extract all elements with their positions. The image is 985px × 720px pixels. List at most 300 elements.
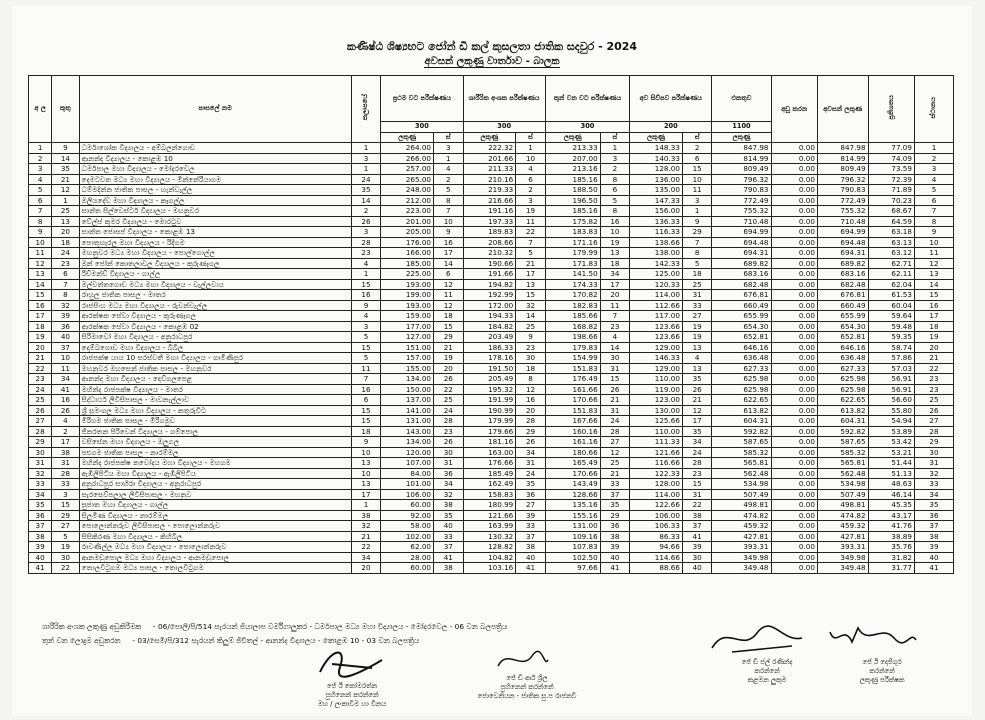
cell-no: 23 — [29, 374, 52, 385]
cell-r1: 137.00 — [381, 395, 434, 406]
cell-final: 585.32 — [817, 447, 868, 458]
cell-p2: 41 — [516, 563, 546, 574]
cell-team: 37 — [52, 342, 79, 353]
cell-r1: 177.00 — [381, 321, 434, 332]
cell-total: 654.30 — [712, 321, 771, 332]
cell-rank: 23 — [914, 374, 953, 385]
cell-school: ධර්මපාල මහා විද්‍යාලය - මෝදරවෙල — [79, 164, 351, 175]
cell-ded: 0.00 — [771, 143, 817, 154]
table-row — [29, 279, 954, 290]
cell-r2: 184.82 — [463, 321, 516, 332]
cell-r3: 167.66 — [545, 416, 600, 427]
table-row — [29, 174, 954, 185]
cell-p1: 20 — [434, 363, 464, 374]
cell-r2: 191.16 — [463, 206, 516, 217]
col-team-header: කුතු — [52, 76, 79, 143]
cell-r3: 185.16 — [545, 174, 600, 185]
cell-p4: 41 — [682, 531, 712, 542]
cell-p3: 37 — [600, 489, 630, 500]
cell-r3: 176.49 — [545, 374, 600, 385]
cell-final: 847.98 — [817, 143, 868, 154]
max-round4: 200 — [630, 122, 712, 133]
cell-ded: 0.00 — [771, 290, 817, 301]
cell-team: 6 — [52, 269, 79, 280]
cell-final: 636.48 — [817, 353, 868, 364]
cell-no: 35 — [29, 500, 52, 511]
cell-no: 20 — [29, 342, 52, 353]
cell-no: 21 — [29, 353, 52, 364]
cell-p3: 19 — [600, 237, 630, 248]
cell-total: 625.98 — [712, 374, 771, 385]
cell-total: 847.98 — [712, 143, 771, 154]
cell-ded: 0.00 — [771, 237, 817, 248]
cell-r3: 141.50 — [545, 269, 600, 280]
cell-pct: 53.89 — [868, 426, 914, 437]
cell-p1: 40 — [434, 521, 464, 532]
cell-ded: 0.00 — [771, 174, 817, 185]
cell-school: ජිනරතන පිරිවෙන් විද්‍යාලය - ගම්පොල — [79, 426, 351, 437]
cell-p2: 22 — [516, 227, 546, 238]
cell-rank: 9 — [914, 227, 953, 238]
cell-rank: 12 — [914, 258, 953, 269]
cell-r2: 189.83 — [463, 227, 516, 238]
cell-pct: 57.03 — [868, 363, 914, 374]
table-row — [29, 510, 954, 521]
cell-div: 34 — [351, 552, 381, 563]
cell-p1: 6 — [434, 269, 464, 280]
cell-r4: 128.00 — [630, 479, 683, 490]
cell-div: 32 — [351, 521, 381, 532]
cell-div: 1 — [351, 269, 381, 280]
cell-final: 349.98 — [817, 552, 868, 563]
cell-r1: 134.00 — [381, 374, 434, 385]
col-percent-header: ප්‍රතිශතය — [868, 76, 914, 143]
cell-p1: 31 — [434, 458, 464, 469]
cell-p3: 16 — [600, 216, 630, 227]
cell-r2: 210.16 — [463, 174, 516, 185]
cell-p3: 33 — [600, 479, 630, 490]
cell-p4: 19 — [682, 321, 712, 332]
sub-marks-1: ලකුණු — [381, 132, 434, 143]
cell-div: 6 — [351, 395, 381, 406]
cell-div: 20 — [351, 563, 381, 574]
cell-pct: 73.59 — [868, 164, 914, 175]
cell-r3: 179.83 — [545, 342, 600, 353]
cell-final: 694.31 — [817, 248, 868, 259]
cell-div: 35 — [351, 185, 381, 196]
cell-no: 38 — [29, 531, 52, 542]
cell-final: 683.16 — [817, 269, 868, 280]
cell-team: 2 — [52, 426, 79, 437]
cell-final: 809.49 — [817, 164, 868, 175]
cell-p4: 19 — [682, 332, 712, 343]
cell-p3: 34 — [600, 269, 630, 280]
cell-no: 29 — [29, 437, 52, 448]
cell-ded: 0.00 — [771, 531, 817, 542]
cell-r1: 193.00 — [381, 279, 434, 290]
cell-r3: 161.66 — [545, 384, 600, 395]
cell-p4: 11 — [682, 185, 712, 196]
sub-marks-4: ලකුණු — [630, 132, 683, 143]
cell-school: පොලොන්නරුව ලිවිසිපාසල - පොලොන්නරුව — [79, 521, 351, 532]
cell-p2: 38 — [516, 542, 546, 553]
cell-r3: 183.83 — [545, 227, 600, 238]
cell-p1: 32 — [434, 489, 464, 500]
cell-r2: 186.33 — [463, 342, 516, 353]
cell-ded: 0.00 — [771, 248, 817, 259]
cell-p1: 23 — [434, 426, 464, 437]
cell-r4: 147.33 — [630, 195, 683, 206]
table-row — [29, 164, 954, 175]
cell-school: ආනමඩුපොල මධ්‍ය මහා විද්‍යාලය - ආනමඩුපොල — [79, 552, 351, 563]
cell-r3: 151.83 — [545, 363, 600, 374]
cell-r2: 191.66 — [463, 269, 516, 280]
cell-r1: 225.00 — [381, 269, 434, 280]
cell-pct: 59.48 — [868, 321, 914, 332]
cell-div: 4 — [351, 311, 381, 322]
cell-no: 6 — [29, 195, 52, 206]
cell-ded: 0.00 — [771, 353, 817, 364]
cell-r1: 155.00 — [381, 363, 434, 374]
cell-rank: 4 — [914, 174, 953, 185]
cell-r1: 257.00 — [381, 164, 434, 175]
cell-r4: 112.66 — [630, 300, 683, 311]
cell-r2: 191.50 — [463, 363, 516, 374]
table-row — [29, 458, 954, 469]
cell-final: 507.49 — [817, 489, 868, 500]
cell-r4: 86.33 — [630, 531, 683, 542]
cell-r3: 131.00 — [545, 521, 600, 532]
table-row — [29, 521, 954, 532]
cell-school: තොලවීටුගම මධ්‍ය පාසල - තොලවීටුගම — [79, 563, 351, 574]
cell-no: 27 — [29, 416, 52, 427]
cell-p4: 34 — [682, 437, 712, 448]
cell-r4: 123.66 — [630, 321, 683, 332]
cell-r1: 62.00 — [381, 542, 434, 553]
cell-div: 15 — [351, 405, 381, 416]
cell-school: ආනන්ද විද්‍යාලය - කොළඹ 10 — [79, 153, 351, 164]
cell-school: දෙමටවත මධ්‍ය මහා විද්‍යාලය - මින්නේරියාගම — [79, 174, 351, 185]
cell-ded: 0.00 — [771, 206, 817, 217]
cell-p3: 3 — [600, 153, 630, 164]
cell-p4: 23 — [682, 468, 712, 479]
cell-p2: 4 — [516, 164, 546, 175]
sub-marks-3: ලකුණු — [545, 132, 600, 143]
cell-r2: 163.00 — [463, 447, 516, 458]
sub-marks-2: ලකුණු — [463, 132, 516, 143]
cell-p3: 10 — [600, 227, 630, 238]
cell-r3: 179.99 — [545, 248, 600, 259]
cell-school: ධම්මදින්න ජාතික පාසල - හැන්වැල්ල — [79, 185, 351, 196]
cell-p4: 15 — [682, 164, 712, 175]
cell-team: 9 — [52, 143, 79, 154]
cell-total: 613.82 — [712, 405, 771, 416]
table-row — [29, 185, 954, 196]
cell-ded: 0.00 — [771, 500, 817, 511]
cell-final: 622.65 — [817, 395, 868, 406]
cell-team: 13 — [52, 216, 79, 227]
cell-p1: 28 — [434, 416, 464, 427]
table-row — [29, 300, 954, 311]
cell-p1: 16 — [434, 237, 464, 248]
cell-rank: 11 — [914, 248, 953, 259]
signature-scribble-4 — [822, 618, 922, 658]
cell-r3: 109.16 — [545, 531, 600, 542]
cell-r3: 185.66 — [545, 311, 600, 322]
table-row — [29, 363, 954, 374]
cell-r4: 122.66 — [630, 500, 683, 511]
cell-total: 427.81 — [712, 531, 771, 542]
cell-p4: 21 — [682, 395, 712, 406]
cell-final: 694.99 — [817, 227, 868, 238]
cell-ded: 0.00 — [771, 542, 817, 553]
cell-final: 393.31 — [817, 542, 868, 553]
cell-r1: 131.00 — [381, 416, 434, 427]
cell-r1: 176.00 — [381, 237, 434, 248]
table-row — [29, 216, 954, 227]
cell-p1: 14 — [434, 258, 464, 269]
cell-p2: 14 — [516, 311, 546, 322]
cell-p2: 31 — [516, 458, 546, 469]
cell-total: 814.99 — [712, 153, 771, 164]
cell-rank: 13 — [914, 269, 953, 280]
cell-final: 498.81 — [817, 500, 868, 511]
cell-rank: 32 — [914, 468, 953, 479]
cell-school: දොම්බගොඩ මහා විද්‍යාලය - බිබිල — [79, 342, 351, 353]
cell-no: 9 — [29, 227, 52, 238]
cell-p4: 1 — [682, 206, 712, 217]
cell-r2: 121.66 — [463, 510, 516, 521]
cell-no: 3 — [29, 164, 52, 175]
cell-p3: 23 — [600, 321, 630, 332]
cell-school: සිද්ධාර්ථ ලිවිසිපාසල - මාවනැල්ලාව — [79, 395, 351, 406]
cell-ded: 0.00 — [771, 374, 817, 385]
cell-r3: 107.83 — [545, 542, 600, 553]
cell-team: 5 — [52, 531, 79, 542]
cell-team: 1 — [52, 195, 79, 206]
cell-total: 636.48 — [712, 353, 771, 364]
col-round1-header: ප්‍රථම වට පරීක්ෂණය — [381, 76, 463, 122]
cell-pct: 56.91 — [868, 384, 914, 395]
cell-pct: 63.13 — [868, 237, 914, 248]
cell-p3: 1 — [600, 143, 630, 154]
cell-ded: 0.00 — [771, 258, 817, 269]
cell-school: ආරක්ෂක සේවා විද්‍යාලය - කුරුණෑගල — [79, 311, 351, 322]
cell-final: 565.81 — [817, 458, 868, 469]
cell-p1: 9 — [434, 227, 464, 238]
cell-r3: 170.82 — [545, 290, 600, 301]
cell-div: 15 — [351, 342, 381, 353]
cell-total: 694.48 — [712, 237, 771, 248]
cell-team: 12 — [52, 185, 79, 196]
cell-final: 676.81 — [817, 290, 868, 301]
cell-p1: 41 — [434, 552, 464, 563]
cell-pct: 46.14 — [868, 489, 914, 500]
cell-p3: 24 — [600, 416, 630, 427]
signature-block-4: ජේ ඊ දොජිගුර කරන්නේ ලකුණු පරීක්ෂක — [859, 658, 905, 684]
cell-final: 814.99 — [817, 153, 868, 164]
cell-r3: 151.83 — [545, 405, 600, 416]
cell-school: රාජසිංහ මධ්‍ය මහා විද්‍යාලය - රුවන්වැල්ල — [79, 300, 351, 311]
cell-r1: 193.00 — [381, 300, 434, 311]
cell-p4: 37 — [682, 521, 712, 532]
table-row — [29, 500, 954, 511]
cell-total: 660.49 — [712, 300, 771, 311]
cell-final: 710.48 — [817, 216, 868, 227]
cell-total: 507.49 — [712, 489, 771, 500]
cell-pct: 35.76 — [868, 542, 914, 553]
cell-p1: 36 — [434, 468, 464, 479]
cell-p2: 7 — [516, 237, 546, 248]
cell-rank: 33 — [914, 479, 953, 490]
cell-p4: 28 — [682, 458, 712, 469]
cell-p2: 19 — [516, 206, 546, 217]
cell-team: 36 — [52, 321, 79, 332]
cell-p2: 35 — [516, 479, 546, 490]
cell-r4: 122.33 — [630, 468, 683, 479]
cell-rank: 27 — [914, 416, 953, 427]
cell-r2: 197.33 — [463, 216, 516, 227]
report-title: කණිෂ්ඨ ශිෂ්‍යභට ජෝන් ඩී කල් කුසලතා ජාතික සදවුර - 2024 — [346, 40, 638, 53]
table-row — [29, 290, 954, 301]
cell-total: 592.82 — [712, 426, 771, 437]
cell-no: 12 — [29, 258, 52, 269]
cell-rank: 20 — [914, 342, 953, 353]
cell-r3: 213.16 — [545, 164, 600, 175]
cell-p3: 6 — [600, 185, 630, 196]
cell-r3: 170.66 — [545, 468, 600, 479]
cell-r1: 28.00 — [381, 552, 434, 563]
table-row — [29, 311, 954, 322]
signature-block-2: ජේ ඩී ආර් ශ්‍රීල පුහිනෙන් කරන්නේ ජොවෙනියන - ජාතික සු.ප රාජනවී — [477, 674, 577, 700]
table-row — [29, 384, 954, 395]
cell-r3: 196.50 — [545, 195, 600, 206]
cell-rank: 1 — [914, 143, 953, 154]
cell-total: 534.98 — [712, 479, 771, 490]
cell-team: 23 — [52, 258, 79, 269]
cell-pct: 56.91 — [868, 374, 914, 385]
cell-rank: 40 — [914, 552, 953, 563]
cell-p4: 9 — [682, 216, 712, 227]
sub-place-3: ස් — [600, 132, 630, 143]
cell-team: 29 — [52, 510, 79, 521]
cell-div: 15 — [351, 416, 381, 427]
cell-r1: 248.00 — [381, 185, 434, 196]
cell-ded: 0.00 — [771, 489, 817, 500]
cell-r2: 216.66 — [463, 195, 516, 206]
cell-rank: 6 — [914, 195, 953, 206]
table-row — [29, 468, 954, 479]
cell-p2: 24 — [516, 468, 546, 479]
cell-pct: 72.39 — [868, 174, 914, 185]
cell-r4: 136.00 — [630, 174, 683, 185]
cell-r1: 150.00 — [381, 384, 434, 395]
cell-r4: 106.00 — [630, 510, 683, 521]
cell-total: 393.31 — [712, 542, 771, 553]
max-round2: 300 — [463, 122, 545, 133]
cell-pct: 45.35 — [868, 500, 914, 511]
cell-ded: 0.00 — [771, 405, 817, 416]
cell-r1: 264.00 — [381, 143, 434, 154]
cell-p2: 32 — [516, 300, 546, 311]
cell-r4: 88.66 — [630, 563, 683, 574]
cell-r2: 201.66 — [463, 153, 516, 164]
table-row — [29, 437, 954, 448]
cell-total: 498.81 — [712, 500, 771, 511]
cell-total: 349.98 — [712, 552, 771, 563]
cell-r4: 111.33 — [630, 437, 683, 448]
cell-no: 41 — [29, 563, 52, 574]
cell-r1: 58.00 — [381, 521, 434, 532]
cell-p1: 38 — [434, 500, 464, 511]
cell-ded: 0.00 — [771, 300, 817, 311]
cell-no: 11 — [29, 248, 52, 259]
cell-r3: 213.33 — [545, 143, 600, 154]
cell-total: 652.81 — [712, 332, 771, 343]
cell-total: 655.99 — [712, 311, 771, 322]
cell-p2: 29 — [516, 426, 546, 437]
cell-school: පොතුහැරල මහා විද්‍යාලය - රිදීගම — [79, 237, 351, 248]
cell-p1: 11 — [434, 290, 464, 301]
cell-school: වේල්ස් කුමර විද්‍යාලය - මොරටුව — [79, 216, 351, 227]
cell-ded: 0.00 — [771, 185, 817, 196]
cell-no: 2 — [29, 153, 52, 164]
cell-pct: 68.67 — [868, 206, 914, 217]
cell-team: 34 — [52, 374, 79, 385]
cell-r2: 190.66 — [463, 258, 516, 269]
cell-p4: 35 — [682, 374, 712, 385]
cell-team: 16 — [52, 395, 79, 406]
cell-p3: 8 — [600, 206, 630, 217]
cell-p2: 15 — [516, 290, 546, 301]
cell-pct: 62.11 — [868, 269, 914, 280]
cell-rank: 7 — [914, 206, 953, 217]
cell-school: රාහුල ජාතික පාසල - මාතර — [79, 290, 351, 301]
cell-p1: 30 — [434, 447, 464, 458]
cell-team: 21 — [52, 174, 79, 185]
col-round3-header: තුන් වන වට පරීක්ෂණය — [545, 76, 629, 122]
cell-rank: 15 — [914, 290, 953, 301]
cell-r1: 201.00 — [381, 216, 434, 227]
table-row — [29, 395, 954, 406]
cell-r4: 116.66 — [630, 458, 683, 469]
cell-r3: 171.83 — [545, 258, 600, 269]
report-sheet — [12, 6, 972, 716]
cell-div: 26 — [351, 216, 381, 227]
cell-total: 604.31 — [712, 416, 771, 427]
cell-r1: 107.00 — [381, 458, 434, 469]
cell-total: 790.83 — [712, 185, 771, 196]
cell-total: 646.16 — [712, 342, 771, 353]
cell-team: 41 — [52, 384, 79, 395]
cell-p1: 4 — [434, 164, 464, 175]
cell-final: 613.82 — [817, 405, 868, 416]
cell-r3: 182.83 — [545, 300, 600, 311]
cell-p4: 25 — [682, 279, 712, 290]
cell-r4: 129.00 — [630, 363, 683, 374]
cell-pct: 41.76 — [868, 521, 914, 532]
cell-r3: 154.99 — [545, 353, 600, 364]
cell-rank: 26 — [914, 405, 953, 416]
cell-rank: 5 — [914, 185, 953, 196]
table-row — [29, 374, 954, 385]
cell-p2: 28 — [516, 416, 546, 427]
cell-div: 10 — [351, 447, 381, 458]
cell-team: 22 — [52, 563, 79, 574]
cell-ded: 0.00 — [771, 269, 817, 280]
cell-no: 31 — [29, 458, 52, 469]
cell-school: ශ්‍රී සුමංගල මධ්‍ය මහා විද්‍යාලය - කතුරුවිට — [79, 405, 351, 416]
